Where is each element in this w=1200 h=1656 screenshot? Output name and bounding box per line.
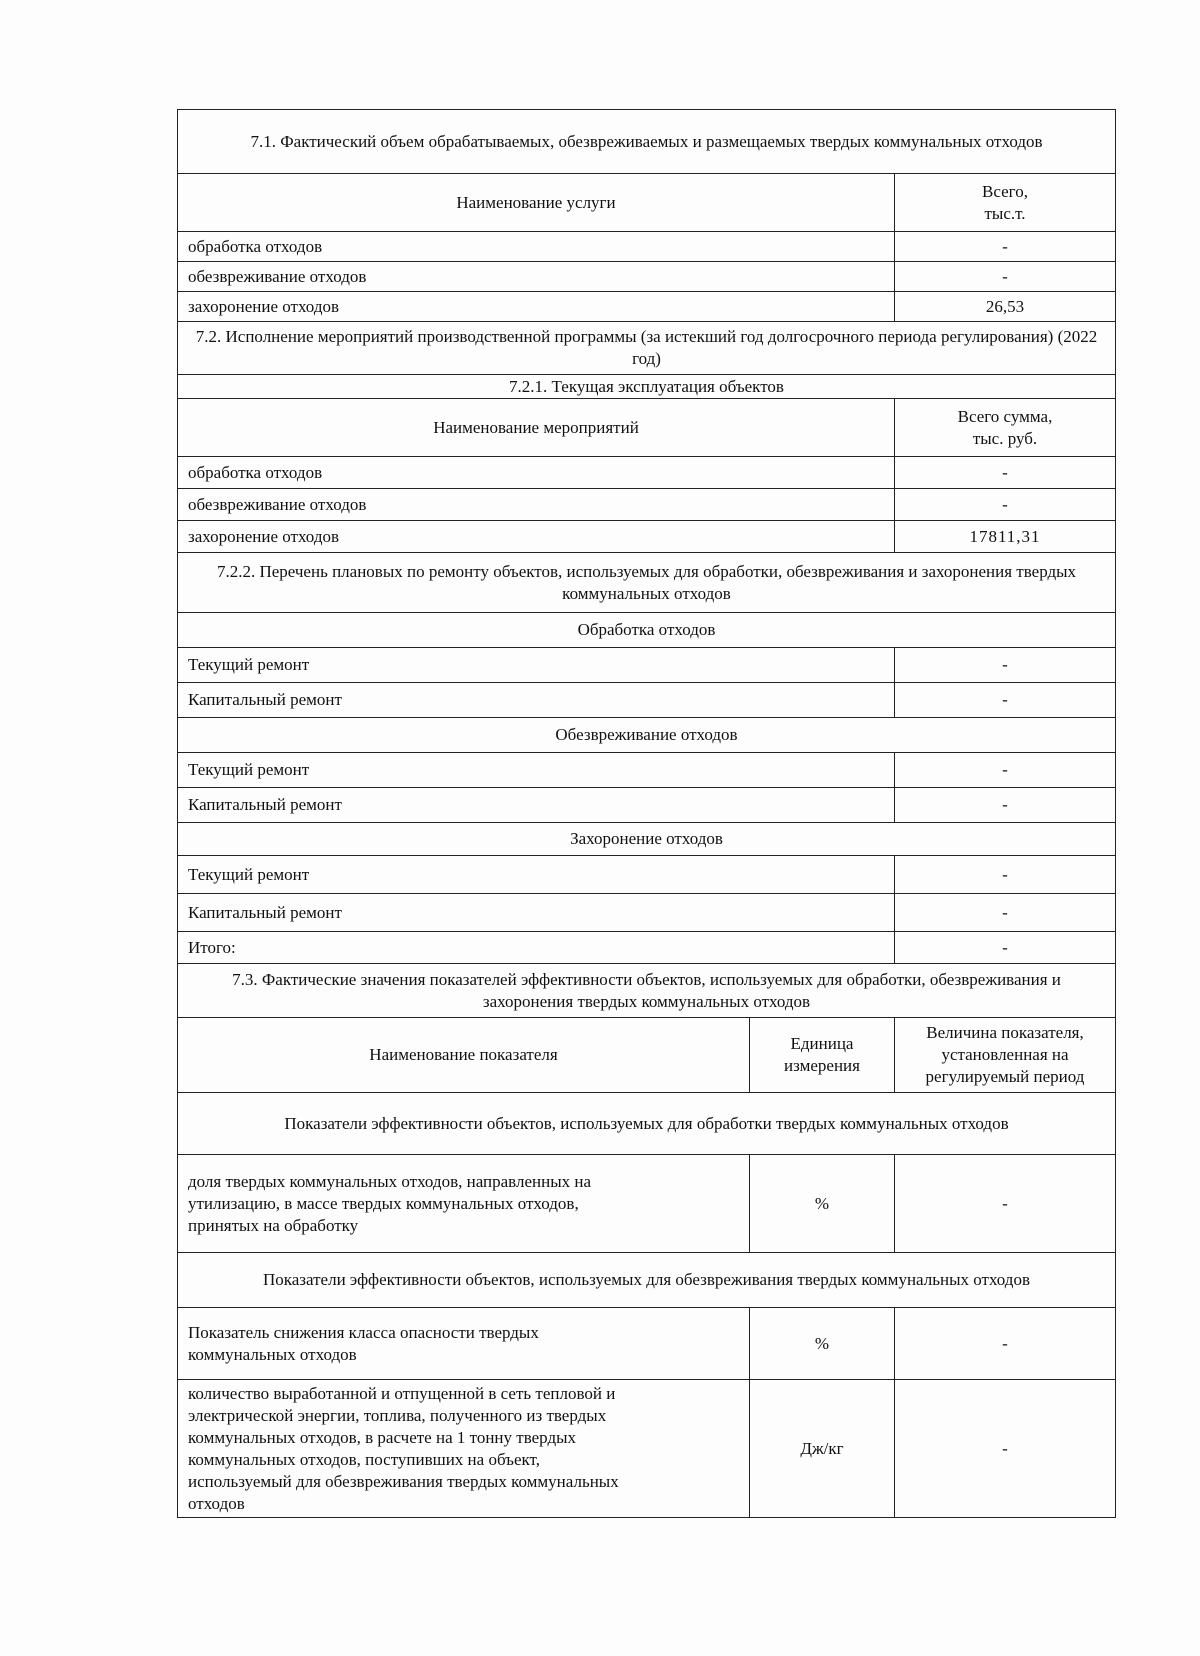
column-header-measure-name: Наименование мероприятий: [178, 399, 895, 457]
section-7-1-title: 7.1. Фактический объем обрабатываемых, обезвреживаемых и размещаемых твердых коммунальных отходов: [178, 110, 1116, 174]
indicator-name-line: Показатель снижения класса опасности твердых: [188, 1322, 539, 1342]
column-header-total-line1: Всего,: [982, 181, 1028, 201]
column-header-total-sum-line1: Всего сумма,: [957, 406, 1053, 426]
service-value: 26,53: [895, 292, 1116, 322]
column-header-total-sum: [895, 399, 1116, 457]
repair-type: Текущий ремонт: [178, 856, 895, 894]
section-7-2-2-header: [178, 553, 1116, 613]
section-7-1-header: [178, 110, 1116, 174]
column-header-service-name: Наименование услуги: [178, 174, 895, 232]
column-header-unit: [750, 1018, 895, 1093]
column-header-unit-line2: измерения: [784, 1056, 860, 1075]
repair-type: Текущий ремонт: [178, 753, 895, 788]
repair-value: -: [895, 856, 1116, 894]
group-title: Показатели эффективности объектов, используемых для обезвреживания твердых коммунальных отходов: [178, 1253, 1116, 1308]
service-name: обезвреживание отходов: [178, 262, 895, 292]
table-row: [178, 856, 1116, 894]
repair-type: Капитальный ремонт: [178, 894, 895, 932]
indicator-value: -: [895, 1380, 1116, 1518]
table-header-row: [178, 399, 1116, 457]
column-header-value-line1: Величина показателя,: [926, 1023, 1084, 1042]
table-row: [178, 489, 1116, 521]
repair-type: Текущий ремонт: [178, 648, 895, 683]
table-row: [178, 1155, 1116, 1253]
column-header-indicator-value: [895, 1018, 1116, 1093]
column-header-value-line2: установленная на: [941, 1045, 1069, 1064]
repair-type: Капитальный ремонт: [178, 683, 895, 718]
column-header-value-line3: регулируемый период: [925, 1067, 1085, 1086]
measure-value: 17811,31: [895, 521, 1116, 553]
indicator-name-line: коммунальных отходов, поступивших на объект,: [188, 1449, 540, 1469]
table-row: [178, 648, 1116, 683]
section-7-2-1-header: [178, 375, 1116, 399]
group-header: [178, 613, 1116, 648]
table-row: [178, 894, 1116, 932]
section-7-2-1-title: 7.2.1. Текущая эксплуатация объектов: [178, 375, 1116, 399]
indicator-name: [178, 1380, 750, 1518]
table-row: [178, 788, 1116, 823]
group-header: [178, 1253, 1116, 1308]
measure-name: захоронение отходов: [178, 521, 895, 553]
table-row: [178, 1380, 1116, 1518]
indicator-name-line: электрической энергии, топлива, полученного из твердых: [188, 1405, 607, 1425]
repair-value: -: [895, 648, 1116, 683]
indicator-unit: %: [750, 1308, 895, 1380]
total-row: [178, 932, 1116, 964]
section-7-2-header: [178, 322, 1116, 375]
column-header-total-line2: тыс.т.: [984, 203, 1026, 223]
indicator-name-line: доля твердых коммунальных отходов, направленных на: [188, 1171, 592, 1191]
column-header-indicator-name: Наименование показателя: [178, 1018, 750, 1093]
column-header-total: [895, 174, 1116, 232]
group-header: [178, 1093, 1116, 1155]
table-row: [178, 683, 1116, 718]
indicator-name: [178, 1155, 750, 1253]
table-row: [178, 753, 1116, 788]
group-title: Показатели эффективности объектов, используемых для обработки твердых коммунальных отходов: [178, 1093, 1116, 1155]
section-7-2-title: 7.2. Исполнение мероприятий производственной программы (за истекший год долгосрочного периода регулирования) (2022 год): [178, 322, 1116, 375]
indicator-unit: %: [750, 1155, 895, 1253]
table-row: [178, 1308, 1116, 1380]
repair-type: Капитальный ремонт: [178, 788, 895, 823]
indicator-name-line: количество выработанной и отпущенной в сеть тепловой и: [188, 1383, 616, 1403]
repair-value: -: [895, 894, 1116, 932]
indicator-value: -: [895, 1308, 1116, 1380]
measure-value: -: [895, 457, 1116, 489]
group-title: Обезвреживание отходов: [178, 718, 1116, 753]
total-label: Итого:: [178, 932, 895, 964]
table-row: [178, 521, 1116, 553]
indicator-name-line: отходов: [188, 1493, 245, 1513]
service-value: -: [895, 262, 1116, 292]
service-name: обработка отходов: [178, 232, 895, 262]
column-header-total-sum-line2: тыс. руб.: [972, 428, 1038, 448]
indicator-name: [178, 1308, 750, 1380]
section-7-3-title: 7.3. Фактические значения показателей эффективности объектов, используемых для обработки, обезвреживания и захоронения твердых коммунальных отходов: [178, 964, 1116, 1018]
table-header-row: [178, 1018, 1116, 1093]
group-title: Захоронение отходов: [178, 823, 1116, 856]
column-header-unit-line1: Единица: [790, 1034, 854, 1053]
table-row: [178, 292, 1116, 322]
measure-value: -: [895, 489, 1116, 521]
indicator-name-line: коммунальных отходов: [188, 1344, 357, 1364]
table-row: [178, 232, 1116, 262]
section-7-3-header: [178, 964, 1116, 1018]
group-title: Обработка отходов: [178, 613, 1116, 648]
indicator-name-line: используемый для обезвреживания твердых коммунальных: [188, 1471, 619, 1491]
report-table: [177, 109, 1116, 1518]
indicator-value: -: [895, 1155, 1116, 1253]
measure-name: обезвреживание отходов: [178, 489, 895, 521]
section-7-2-2-title: 7.2.2. Перечень плановых по ремонту объектов, используемых для обработки, обезвреживания и захоронения твердых коммунальных отходов: [178, 553, 1116, 613]
service-name: захоронение отходов: [178, 292, 895, 322]
service-value: -: [895, 232, 1116, 262]
repair-value: -: [895, 753, 1116, 788]
repair-value: -: [895, 683, 1116, 718]
indicator-name-line: принятых на обработку: [188, 1215, 359, 1235]
table-row: [178, 262, 1116, 292]
measure-name: обработка отходов: [178, 457, 895, 489]
table-header-row: [178, 174, 1116, 232]
group-header: [178, 823, 1116, 856]
indicator-name-line: утилизацию, в массе твердых коммунальных отходов,: [188, 1193, 579, 1213]
indicator-unit: Дж/кг: [750, 1380, 895, 1518]
repair-value: -: [895, 788, 1116, 823]
group-header: [178, 718, 1116, 753]
table-row: [178, 457, 1116, 489]
total-value: -: [895, 932, 1116, 964]
indicator-name-line: коммунальных отходов, в расчете на 1 тонну твердых: [188, 1427, 577, 1447]
